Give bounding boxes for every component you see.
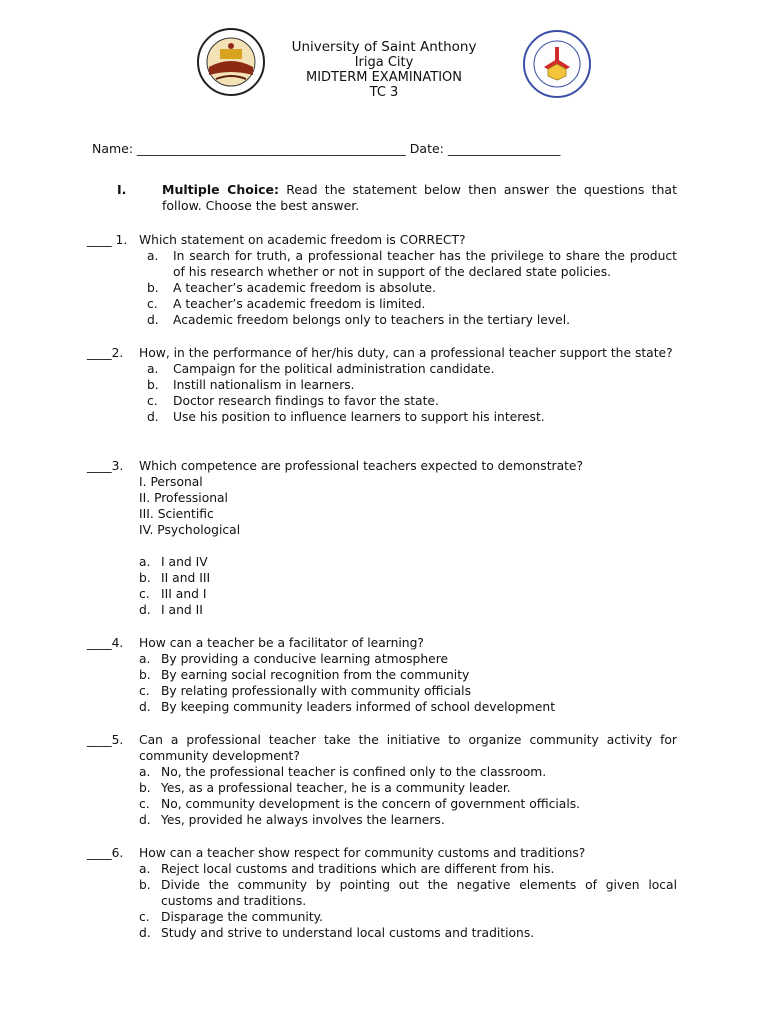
section-number: I. [117, 182, 127, 197]
choice: c. No, community development is the concern of government officials. [139, 797, 581, 811]
answer-blank[interactable]: ____ 1. [87, 233, 128, 247]
answer-blank[interactable]: ____2. [87, 346, 124, 360]
question-6 [87, 845, 677, 941]
choice: a. Campaign for the political administration candidate. [147, 362, 495, 376]
course-code: TC 3 [369, 85, 399, 100]
name-field[interactable]: Name: ___________________________________________ [92, 141, 406, 156]
answer-blank[interactable]: ____6. [87, 846, 124, 860]
question-3 [87, 458, 677, 618]
choice: c. By relating professionally with community officials [139, 684, 471, 698]
choice: d. Use his position to influence learners to support his interest. [147, 410, 545, 424]
choice: b. Yes, as a professional teacher, he is a community leader. [139, 781, 511, 795]
date-field[interactable]: Date: __________________ [409, 141, 561, 156]
choice: c. III and I [139, 587, 207, 601]
answer-blank[interactable]: ____4. [87, 636, 124, 650]
competence-item: I. Personal [139, 475, 203, 489]
choice: c. A teacher’s academic freedom is limited. [147, 297, 426, 311]
competence-item: IV. Psychological [139, 523, 241, 537]
question-5 [87, 732, 677, 828]
question-text: How, in the performance of her/his duty, can a professional teacher support the state? [139, 346, 673, 360]
choice: b. Instill nationalism in learners. [147, 378, 355, 392]
choice: d. Yes, provided he always involves the learners. [139, 813, 445, 827]
choice: d. By keeping community leaders informed of school development [139, 700, 556, 714]
question-text: Which statement on academic freedom is CORRECT? [139, 233, 466, 247]
choice: a. I and IV [139, 555, 208, 569]
university-name: University of Saint Anthony [291, 39, 477, 55]
section-body [162, 182, 677, 214]
question-4 [87, 635, 677, 715]
name-date-row [92, 141, 560, 156]
question-text: How can a teacher show respect for community customs and traditions? [139, 846, 586, 860]
question-1 [87, 232, 677, 328]
choice: d. Academic freedom belongs only to teachers in the tertiary level. [147, 313, 571, 327]
choice: a. No, the professional teacher is confined only to the classroom. [139, 765, 547, 779]
competence-item: III. Scientific [139, 507, 214, 521]
choice: b. A teacher’s academic freedom is absolute. [147, 281, 436, 295]
choice: d. Study and strive to understand local customs and traditions. [139, 926, 535, 940]
section-title: Multiple Choice: [162, 182, 279, 197]
choice: b. Divide the community by pointing out the negative elements of given local customs and traditions. [139, 878, 677, 908]
choice: a. By providing a conducive learning atmosphere [139, 652, 449, 666]
question-text: How can a teacher be a facilitator of learning? [139, 636, 424, 650]
choice: c. Doctor research findings to favor the state. [147, 394, 439, 408]
choice: c. Disparage the community. [139, 910, 324, 924]
exam-title: MIDTERM EXAMINATION [306, 70, 462, 85]
choice: a. Reject local customs and traditions which are different from his. [139, 862, 555, 876]
question-text: Can a professional teacher take the initiative to organize community activity for community development? [139, 733, 677, 763]
choice: b. II and III [139, 571, 211, 585]
answer-blank[interactable]: ____3. [87, 459, 124, 473]
choice: d. I and II [139, 603, 203, 617]
section-instructions-text: Read the statement below then answer the questions that follow. Choose the best answer. [162, 182, 677, 213]
question-2 [87, 345, 677, 425]
choice: b. By earning social recognition from the community [139, 668, 470, 682]
choice: a. In search for truth, a professional teacher has the privilege to share the product of his research whether or not in support of the declared state policies. [147, 249, 677, 279]
answer-blank[interactable]: ____5. [87, 733, 124, 747]
competence-item: II. Professional [139, 491, 228, 505]
question-text: Which competence are professional teachers expected to demonstrate? [139, 459, 584, 473]
exam-header [0, 40, 768, 100]
city: Iriga City [354, 55, 414, 70]
